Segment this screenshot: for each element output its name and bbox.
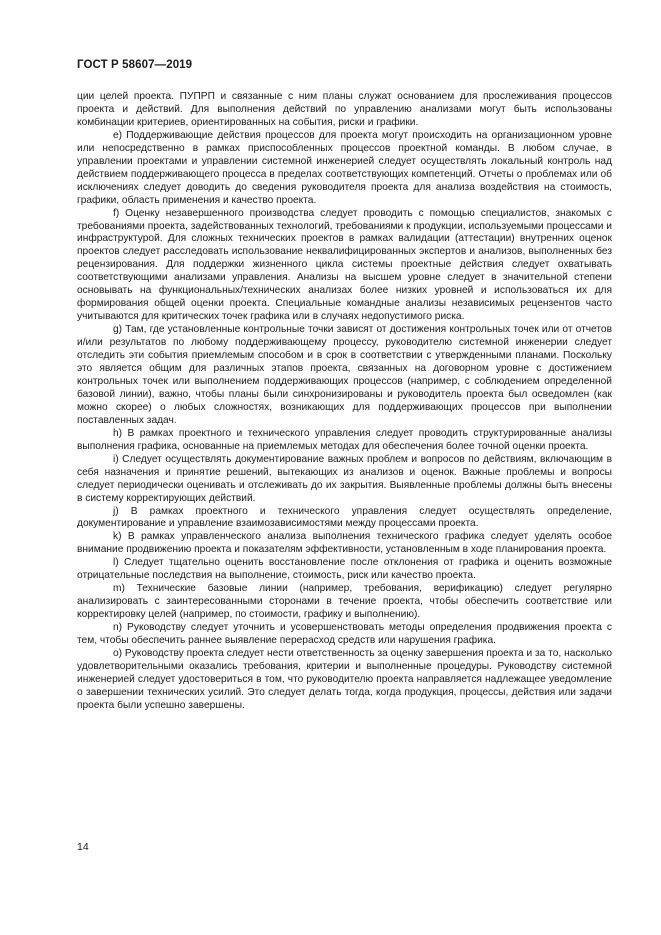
paragraph-i: i) Следует осуществлять документирование важных проблем и вопросов по действиям, включающим в себя назначения и принятие решений, вытекающих из анализов и оценок. Важные проблемы и вопросы следует периодически оценивать и отслеживать до их закрытия. Выявленные проблемы должны быть внесены в систему корректирующих действий. — [77, 453, 612, 504]
paragraph-f: f) Оценку незавершенного производства следует проводить с помощью специалистов, знакомых с требованиями проекта, задействованных технологий, требованиями к продукции, используемыми процессами и инфраструктурой. Для сложных технических проектов в рамках валидации (аттестации) внутренних оценок проектов следует расследовать использование неквалифицированных экспертов и анализов, выполненных без рецензирования. Для поддержки жизненного цикла системы проектные действия следует охватывать соответствующими анализами управления. Анализы на высшем уровне следует в значительной степени основывать на функциональных/технических анализах более низких уровней и использоваться их для формирования общей оценки проекта. Специальные командные анализы независимых рецензентов часто учитываются для критических точек графика или в случаях недопустимого риска. — [77, 207, 612, 323]
paragraph-m: m) Технические базовые линии (например, требования, верификацию) следует регулярно анализировать с заинтересованными сторонами в течение проекта, чтобы обеспечить соответствие или корректировку целей (например, по стоимости, графику и выполнению). — [77, 583, 612, 621]
paragraph-continuation: ции целей проекта. ПУПРП и связанные с ним планы служат основанием для прослеживания процессов проекта и действий. Для выполнения действий по управлению анализами могут быть использованы комбинации критериев, ориентированных на события, риски и графики. — [77, 91, 612, 128]
paragraph-k: k) В рамках управленческого анализа выполнения технического графика следует уделять особое внимание продвижению проекта и показателям эффективности, установленным в ходе планирования проекта. — [77, 531, 612, 556]
body-text — [77, 91, 612, 713]
page-number: 14 — [77, 841, 89, 853]
paragraph-h: h) В рамках проектного и технического управления следует проводить структурированные анализы выполнения графика, основанные на приемлемых методах для обеспечения более точной оценки проекта. — [77, 427, 612, 452]
page-header: ГОСТ Р 58607—2019 — [77, 59, 193, 71]
paragraph-l: l) Следует тщательно оценить восстановление после отклонения от графика и оценить возможные отрицательные последствия на выполнение, стоимость, риск или качество проекта. — [77, 557, 612, 582]
paragraph-n: n) Руководству следует уточнить и усовершенствовать методы определения продвижения проекта с тем, чтобы обеспечить раннее выявление перерасход средств или нарушения графика. — [77, 622, 612, 647]
paragraph-o: o) Руководству проекта следует нести ответственность за оценку завершения проекта и за то, насколько удовлетворительными оказались требования, критерии и выполненные процедуры. Руководству системной инженерией следует удостовериться в том, что руководителю проекта направляется надлежащее уведомление о завершении технических усилий. Это следует делать тогда, когда продукция, процессы, действия или задачи проекта были успешно завершены. — [77, 647, 612, 711]
paragraph-g: g) Там, где установленные контрольные точки зависят от достижения контрольных точек или от отчетов и/или результатов по любому поддерживающему процессу, руководителю системной инженерии следует отследить эти события приемлемым способом и в срок в соответствии с утвержденными планами. Поскольку это является общим для различных этапов проекта, связанных на договорном уровне с достижением контрольных точек или выполнением поддерживающих процессов (например, с соблюдением определенной базовой линии), важно, чтобы планы были синхронизированы и руководитель проекта был осведомлен (как можно скорее) о любых сложностях, возникающих для поддерживающих процессов при выполнении поставленных задач. — [77, 324, 612, 426]
paragraph-j: j) В рамках проектного и технического управления следует осуществлять определение, документирование и управление взаимозависимостями между процессами проекта. — [77, 505, 612, 530]
paragraph-e: e) Поддерживающие действия процессов для проекта могут происходить на организационном уровне или непосредственно в рамках приспособленных процессов проектной команды. В любом случае, в управлении проектами и управлении системной инженерией следует осуществлять локальный контроль над действием поддерживающего процесса в пределах соответствующих компетенций. Отчеты о проблемах или об исключениях следует доводить до сведения руководителя проекта для анализа воздействия на стоимость, графики, область применения и качество проекта. — [77, 129, 612, 206]
